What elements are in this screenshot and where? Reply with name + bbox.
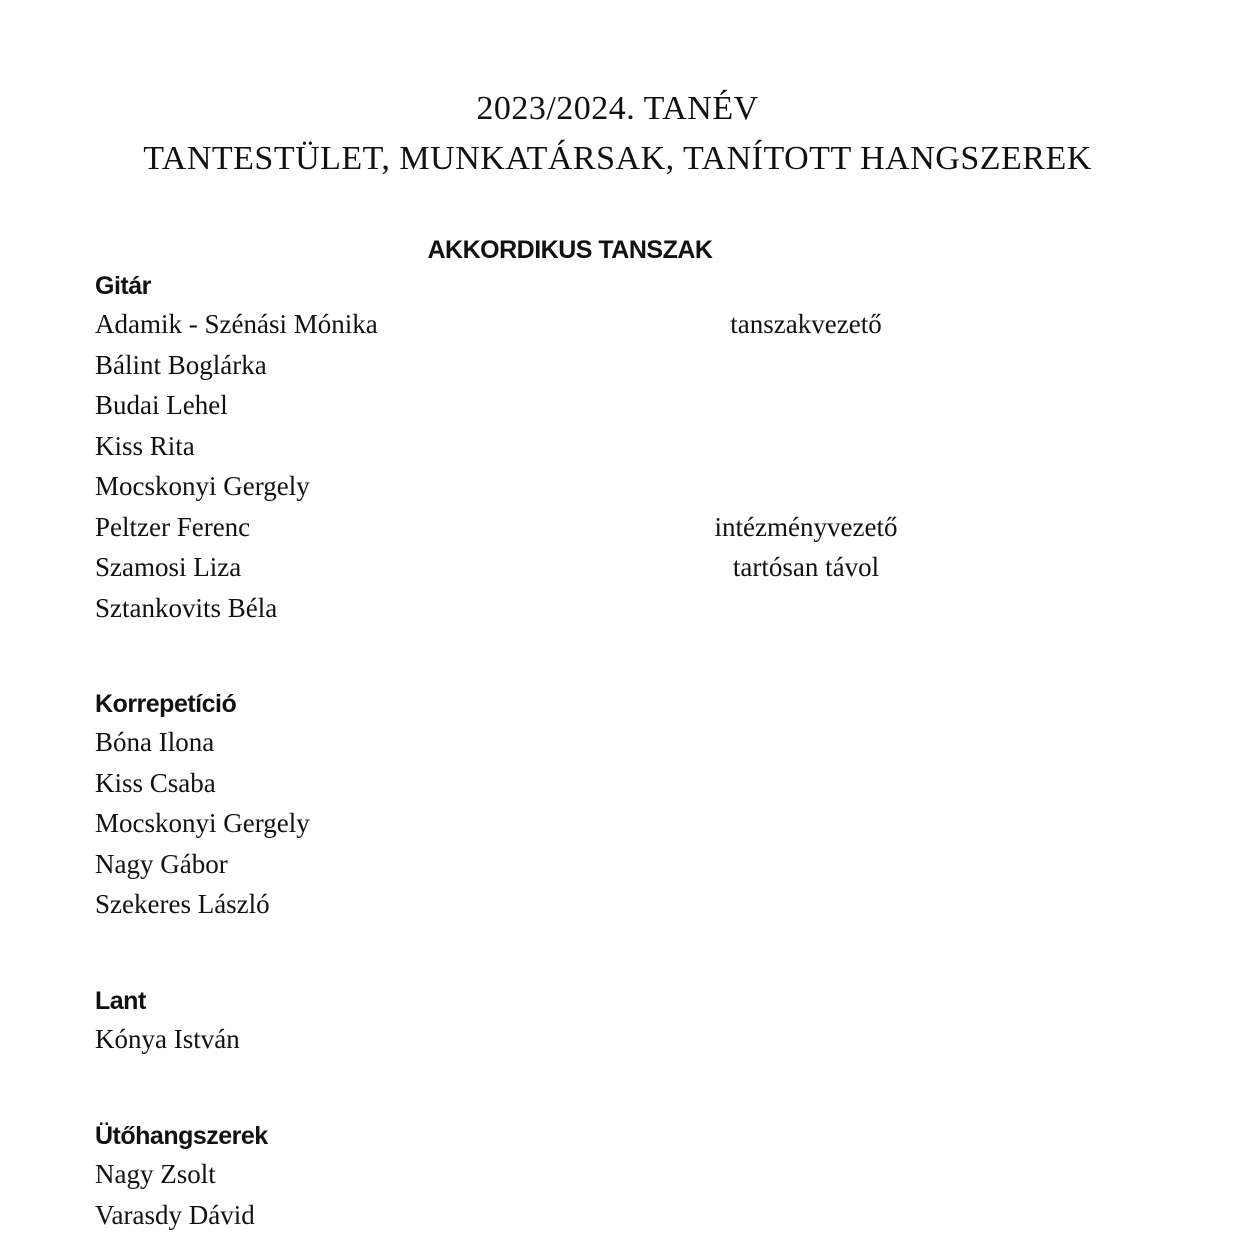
- title-year: 2023/2024. TANÉV: [476, 90, 759, 127]
- staff-name: Bóna Ilona: [95, 727, 215, 757]
- section-title: Ütőhangszerek: [95, 1122, 268, 1150]
- staff-row: [95, 547, 1095, 588]
- staff-name: Varasdy Dávid: [95, 1199, 255, 1230]
- staff-row: [95, 722, 1095, 763]
- section-utohangszerek: [95, 1118, 1095, 1235]
- staff-name: Mocskonyi Gergely: [95, 808, 310, 838]
- staff-name: Adamik - Szénási Mónika: [95, 309, 378, 339]
- section-title: Gitár: [95, 272, 151, 300]
- staff-name: Budai Lehel: [95, 390, 228, 420]
- staff-row: [95, 1154, 1095, 1195]
- section-gitar: [95, 268, 1095, 628]
- staff-row: [95, 844, 1095, 885]
- staff-name: Peltzer Ferenc: [95, 511, 251, 542]
- staff-row: [95, 763, 1095, 804]
- staff-row: [95, 345, 1095, 386]
- section-title: Lant: [95, 987, 146, 1015]
- section-korrepeticio: [95, 686, 1095, 925]
- staff-row: [95, 466, 1095, 507]
- staff-row: [95, 1019, 1095, 1060]
- title-subject: TANTESTÜLET, MUNKATÁRSAK, TANÍTOTT HANGSZEREK: [143, 140, 1092, 177]
- staff-name: Szekeres László: [95, 889, 270, 919]
- staff-name: Kiss Csaba: [95, 767, 216, 798]
- section-title: Korrepetíció: [95, 690, 237, 718]
- staff-role: intézményvezető: [714, 511, 898, 542]
- staff-name: Szamosi Liza: [95, 552, 242, 582]
- staff-name: Nagy Zsolt: [95, 1159, 216, 1189]
- staff-role: tanszakvezető: [730, 309, 882, 339]
- staff-row: [95, 1195, 1095, 1236]
- staff-name: Kónya István: [95, 1024, 240, 1054]
- staff-name: Mocskonyi Gergely: [95, 471, 310, 501]
- staff-name: Kiss Rita: [95, 430, 195, 461]
- staff-name: Nagy Gábor: [95, 848, 228, 879]
- department-heading: AKKORDIKUS TANSZAK: [427, 236, 713, 264]
- staff-name: Sztankovits Béla: [95, 592, 278, 623]
- staff-row: [95, 507, 1095, 548]
- staff-row: [95, 588, 1095, 629]
- staff-row: [95, 426, 1095, 467]
- title-block: [0, 84, 1235, 184]
- staff-name: Bálint Boglárka: [95, 349, 267, 380]
- staff-role: tartósan távol: [732, 552, 880, 582]
- staff-row: [95, 304, 1095, 345]
- section-lant: [95, 983, 1095, 1060]
- staff-row: [95, 884, 1095, 925]
- staff-row: [95, 803, 1095, 844]
- staff-row: [95, 385, 1095, 426]
